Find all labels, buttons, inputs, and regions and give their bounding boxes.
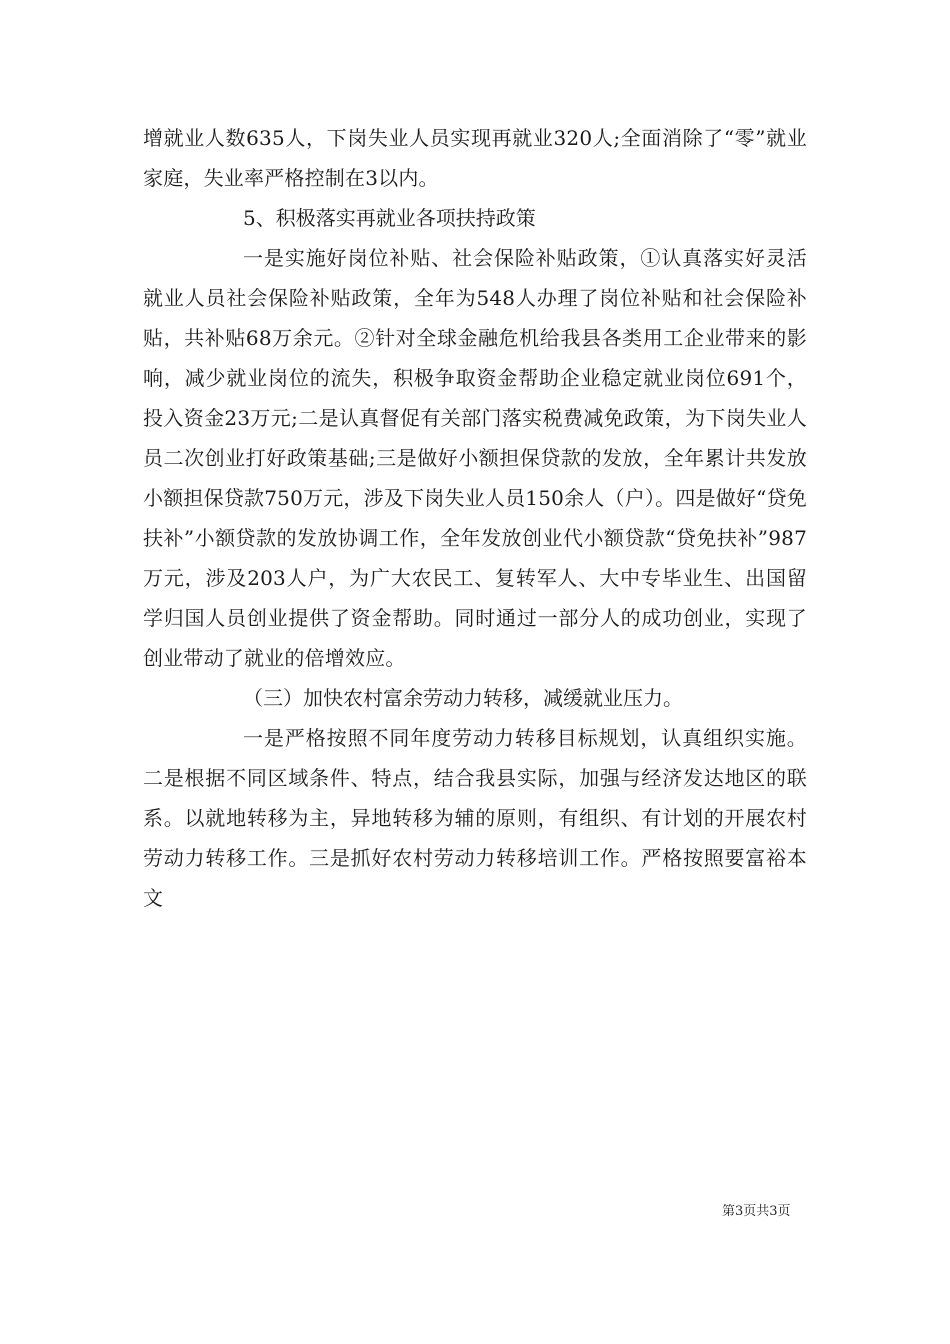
paragraph-subsidy-policies: 一是实施好岗位补贴、社会保险补贴政策，①认真落实好灵活就业人员社会保险补贴政策，全年为548人办理了岗位补贴和社会保险补贴，共补贴68万余元。②针对全球金融危机给我县各类用工企业带来的影响，减少就业岗位的流失，积极争取资金帮助企业稳定就业岗位691个，投入资金23万元;二是认真督促有关部门落实税费减免政策，为下岗失业人员二次创业打好政策基础;三是做好小额担保贷款的发放，全年累计共发放小额担保贷款750万元，涉及下岗失业人员150余人（户）。四是做好“贷免扶补”小额贷款的发放协调工作，全年发放创业代小额贷款“贷免扶补”987万元，涉及203人户，为广大农民工、复转军人、大中专毕业生、出国留学归国人员创业提供了资金帮助。同时通过一部分人的成功创业，实现了创业带动了就业的倍增效应。 [143,246,807,670]
page-number-footer: 第3页共3页 [722,1204,791,1219]
document-body [143,118,807,918]
section-heading-reemployment-policy: 5、积极落实再就业各项扶持政策 [243,206,536,230]
section-heading-rural-labor-transfer: （三）加快农村富余劳动力转移，减缓就业压力。 [243,686,683,710]
paragraph-employment-stats: 增就业人数635人，下岗失业人员实现再就业320人;全面消除了“零”就业家庭，失业率严格控制在3以内。 [143,126,807,190]
paragraph-rural-labor-measures: 一是严格按照不同年度劳动力转移目标规划，认真组织实施。二是根据不同区域条件、特点，结合我县实际，加强与经济发达地区的联系。以就地转移为主，异地转移为辅的原则，有组织、有计划的开展农村劳动力转移工作。三是抓好农村劳动力转移培训工作。严格按照要富裕本文 [143,726,807,910]
